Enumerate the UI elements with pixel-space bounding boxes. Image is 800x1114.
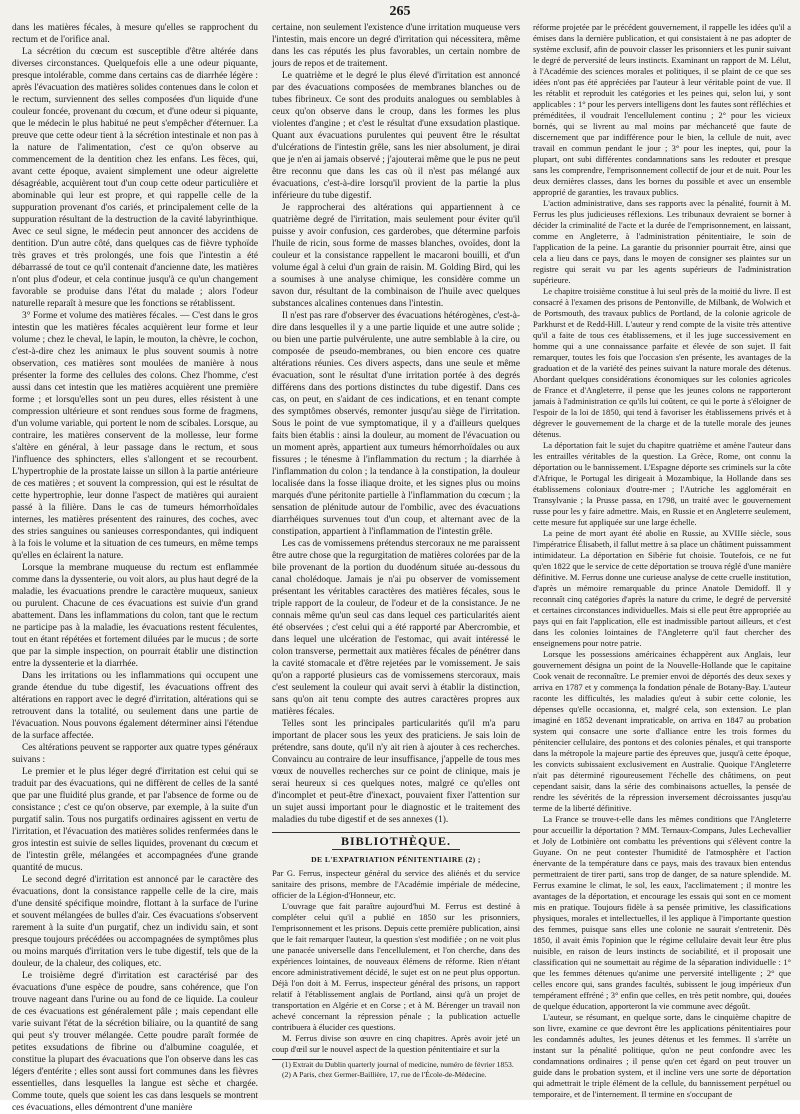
paragraph: La peine de mort ayant été abolie en Russie, au XVIIIe siècle, sous l'impératrice Élisabeth, il fallut mettre à sa place un châtiment puissamment intimidateur. La déportation en Sibérie fut choisie. Toutefois, ce ne fut qu'en 1822 que le service de cette déportation se trouva réglé d'une manière définitive. M. Ferrus donne une curieuse analyse de cette cruelle institution, d'après un mémoire remarquable du prince Anatole Demidoff. Il y reconnaît cinq catégories d'après la nature du crime, le degré de perversité et certaines circonstances individuelles. Mais si elle peut être appropriée au pays qui en fait l'application, elle est inadmissible partout ailleurs, et c'est dans les colonies lointaines de l'Angleterre qu'il faut chercher des enseignemens pour notre patrie. — [533, 528, 791, 648]
paragraph: L'ouvrage que fait paraître aujourd'hui M. Ferrus est destiné à compléter celui qu'il a publié en 1850 sur les prisonniers, l'emprisonnement et les prisons. Depuis cette première publication, ainsi que le fait remarquer l'auteur, la question s'est modifiée ; on ne voit plus une panacée universelle dans l'encellulement, et l'on cherche, dans des expériences lointaines, de nouveaux élémens de réforme. Rien n'étant encore administrativement décidé, le sujet est on ne peut plus opportun. Déjà l'on doit à M. Ferrus, inspecteur général des prisons, un rapport relatif à l'établissement anglais de Portland, ainsi qu'à un projet de transportation en Algérie et en Corse ; et à M. Bérenger un travail non achevé concernant la répression pénale ; la publication actuelle contribuera à élucider ces questions. — [272, 901, 520, 1032]
column-right — [533, 22, 791, 1099]
paragraph: Le chapitre troisième constitue à lui seul près de la moitié du livre. Il est consacré à l'examen des prisons de Pentonville, de Milbank, de Wolwich et de Portsmouth, des travaux publics de Portland, de la colonie agricole de Parkhurst et de Redd-Hill. L'auteur y rend compte de la visite très attentive qu'il a faite de tous ces établissemens, et il les juge successivement en homme qui a une connaissance parfaite et élevée de son sujet. Il fait remarquer, toutes les fois que l'occasion s'en présente, les avantages de la graduation et de la variété des peines suivant la nature morale des détenus. Abordant quelques considérations économiques sur les colonies agricoles de France et d'Angleterre, il pense que les jeunes colons ne rapporteront jamais à l'administration ce qu'ils lui coûtent, ce qui le porte à s'éloigner de l'espoir de la loi de 1850, qui tend à favoriser les établissemens privés et à dégrever le gouvernement de la charge et de la tutelle morale des jeunes détenus. — [533, 286, 791, 439]
paragraph: Par G. Ferrus, inspecteur général du service des aliénés et du service sanitaire des prisons, membre de l'Académie impériale de médecine, officier de la Légion-d'Honneur, etc. — [272, 868, 520, 900]
paragraph: dans les matières fécales, à mesure qu'elles se rapprochent du rectum et de l'orifice anal. — [12, 23, 258, 45]
paragraph: Ces altérations peuvent se rapporter aux quatre types généraux suivans : — [12, 743, 258, 765]
review-body — [272, 868, 520, 1055]
paragraph: Le troisième degré d'irritation est caractérisé par des évacuations d'une espèce de poudre, sans cohérence, que l'on trouve nageant dans l'urine ou au fond de ce liquide. La couleur de ces évacuations est généralement pâle ; mais cependant elle varie suivant l'état de la sécrétion biliaire, ou la quantité de sang qui peut s'y trouver mélangée. Cette poudre paraît formée de petites exsudations de fibrine ou d'albumine coagulée, et constitue la plupart des évacuations que l'on observe dans les cas légers d'entérite ; elles sont aussi fort communes dans les fièvres essentielles, dans lesquelles la langue est sèche et chargée. Comme toute, quels que soient les cas dans lesquels se montrent ces évacuations, elles démontrent d'une manière — [12, 971, 258, 1113]
paragraph: Le quatrième et le degré le plus élevé d'irritation est annoncé par des évacuations composées de membranes blanches ou de tubes fibrineux. Ce sont des produits analogues ou semblables à ceux qu'on observe dans le croup, dans les formes les plus violentes d'angine ; et c'est le résultat d'une exsudation plastique. Quant aux évacuations purulentes qui peuvent être le résultat d'ulcérations de l'intestin grêle, sans les nier absolument, je dirai que je n'en ai jamais observé ; j'ajouterai même que le pus ne peut être reconnu que dans les cas où il n'est pas mélangé aux évacuations, c'est-à-dire lorsqu'il provient de la partie la plus inférieure du tube digestif. — [272, 71, 520, 201]
paragraph: Les cas de vomissemens prétendus stercoraux ne me paraissent être autre chose que la regurgitation de matières colorées par de la bile provenant de la portion du duodénum située au-dessous du canal cholédoque. Jamais je n'ai pu observer de vomissement présentant les véritables caractères des matières fécales, sous le triple rapport de la couleur, de l'odeur et de la consistance. Je ne connais même qu'un seul cas dans lequel ces particularités aient été observées ; c'est celui qui a été rapporté par Abercrombie, et dans lequel une ulcération de l'estomac, qui avait intéressé le colon transverse, permettait aux matières fécales de pénétrer dans la cavité stomacale et d'être rejetées par le vomissement. Je sais qu'on a rapporté plusieurs cas de vomissemens stercoraux, mais c'est seulement la couleur qui avait servi à établir la distinction, sans qu'on ait tenu compte des autres caractères propres aux matières fécales. — [272, 539, 520, 717]
paragraph: réforme projetée par le précédent gouvernement, il rappelle les idées qu'il a émises dans la dernière publication, et qui consistaient à ne pas adopter de système exclusif, afin de pouvoir classer les prisonniers et les punir suivant le degré de perversité de leurs instincts. Examinant un rapport de M. Lélut, à l'Académie des sciences morales et politiques, il se plaint de ce que ses idées n'ont pas été appréciées par l'auteur à leur véritable point de vue. Il les rétablit et reproduit les catégories et les peines qui, selon lui, y sont applicables : 1° pour les pervers intelligens dont les fautes sont réfléchies et préméditées, il voudrait l'encellulement continu ; 2° pour les vicieux bornés, qui se livrent au mal moins par méchanceté que faute de discernement que par indifférence pour le bien, la cellule de nuit, avec travail en commun pendant le jour ; 3° pour les ineptes, qui, pour la plupart, ont subi différentes condamnations sans les redouter et presque sans les comprendre, l'emprisonnement collectif de jour et de nuit. Pour les deux dernières classes, dans les bornes du possible et avec un ensemble approprié de garanties, les travaux publics. — [533, 22, 791, 197]
paragraph: Lorsque la membrane muqueuse du rectum est enflammée comme dans la dyssenterie, ou voit alors, au plus haut degré de la maladie, les évacuations prendre le caractère muqueux, sanieux ou purulent. Chacune de ces évacuations est suivie d'un grand abattement. Dans les inflammations du colon, tant que le rectum ne participe pas à la maladie, les évacuations restent féculentes, tout en étant répétées et fortement diluées par le mucus ; de sorte que par la simple inspection, on pourrait établir une distinction entre la dyssenterie et la diarrhée. — [12, 563, 258, 669]
paragraph: La France se trouve-t-elle dans les mêmes conditions que l'Angleterre pour accueillir la déportation ? MM. Ternaux-Compans, Jules Lechevallier et Joly de Lotbinière ont combattu les préventions qui s'élèvent contre la Guyane. On ne peut contester l'humidité de l'atmosphère et l'action énervante de la température dans ce pays, mais des travaux bien entendus permettraient de tirer parti, sans trop de danger, de sa nature splendide. M. Ferrus examine le climat, le sol, les eaux, l'acclimatement ; il montre les avantages de la déportation, et encourage les essais qui sont en ce moment mis en pratique. Toujours fidèle à sa pensée primitive, les classifications physiques, morales et intellectuelles, il les applique à l'importante question des femmes, puisque sans elles une colonie ne saurait s'entretenir. Dès 1850, il avait émis l'opinion que le régime cellulaire devait leur être plus nuisible, en raison de leurs instincts de sociabilité, et il proposait une classification qui ne soumettait au régime de la séparation individuelle : 1° que les femmes détenues qu'anime une perversité intelligente ; 2° que celles encore qui, sans grandes facultés, subissent le joug impérieux d'un tempérament effréné ; 3° enfin que celles, en très petit nombre, qui, douées de quelque éducation, apporteront la vie commune avec dégoût. — [533, 814, 791, 1011]
section-divider — [272, 832, 520, 833]
paragraph: 3° Forme et volume des matières fécales. — C'est dans le gros intestin que les matières fécales acquièrent leur forme et leur volume ; chez le cheval, le lapin, le mouton, la chèvre, le cochon, c'est-à-dire chez les animaux le plus souvent soumis à notre observation, ces matières sont moulées de manière à nous présenter la forme des cellules des colons. Chez l'homme, c'est aussi dans cet intestin que les matières acquièrent une première forme ; et lorsqu'elles sont un peu dures, elles résistent à une compression ultérieure et sont rendues sous forme de fragmens, d'un volume variable, qui portent le nom de scibales. Lorsque, au contraire, les matières conservent de la mollesse, leur forme s'altère en général, à leur passage dans le rectum, et sous l'influence des sphincters, elles s'allongent et se recourbent. L'hypertrophie de la prostate laisse un sillon à la partie antérieure de ces matières ; et souvent la compression, qui est le résultat de cette hypertrophie, leur donne l'aspect de matières qui auraient passé à la filière. Dans le cas de tumeurs hémorrhoïdales internes, les matières présentent des rainures, des coches, avec des stries sanguines ou sanieuses correspondantes, qui indiquent à la fois le volume et la situation de ces tumeurs, en même temps qu'elles en éclairent la nature. — [12, 311, 258, 561]
paragraph: Telles sont les principales particularités qu'il m'a paru important de placer sous les yeux des praticiens. Je sais loin de prétendre, sans doute, qu'il n'y ait rien à ajouter à ces recherches. Convaincu au contraire de leur insuffisance, j'appelle de tous mes vœux de nouvelles recherches sur ce point de clinique, mais je serai heureux si ces quelques notes, malgré ce qu'elles ont d'incomplet et peut-être d'inexact, pouvaient fixer l'attention sur un sujet aussi important pour le diagnostic et le traitement des maladies du tube digestif et de ses annexes (1). — [272, 719, 520, 825]
paragraph: Il n'est pas rare d'observer des évacuations hétérogènes, c'est-à-dire dans lesquelles il y a une partie liquide et une autre solide ; ou bien une partie pulvérulente, une autre semblable à la cire, ou composée de pseudo-membranes, ou bien encore ces quatre altérations réunies. Ces divers aspects, dans une seule et même évacuation, sont le résultat d'une irritation portée à des degrés différens dans des portions distinctes du tube digestif. Dans ces cas, on peut, en s'aidant de ces indications, et en tenant compte des symptômes observés, remonter jusqu'au siège de l'irritation. Sous le point de vue symptomatique, il y a d'ailleurs quelques faits bien établis : ainsi la douleur, au moment de l'évacuation ou un moment après, appartient aux tumeurs hémorrhoïdales ou aux fissures ; le ténesme à l'inflammation du rectum ; la diarrhée à l'inflammation du colon ; la tendance à la constipation, la douleur localisée dans la fosse iliaque droite, et les signes plus ou moins marqués d'une péritonite partielle à l'inflammation du cœcum ; la sensation de plénitude autour de l'ombilic, avec des évacuations diarrhéiques survenues tout d'un coup, et alternant avec de la constipation, appartient à l'inflammation de l'intestin grêle. — [272, 311, 520, 537]
paragraph: L'action administrative, dans ses rapports avec la pénalité, fournit à M. Ferrus les plus judicieuses réflexions. Les tribunaux devraient se borner à décider la criminalité de l'acte et la durée de l'emprisonnement, en laissant, comme en Angleterre, à l'administration pénitentiaire, le soin de l'application de la peine. La garantie du prisonnier pourrait être, ainsi que cela a lieu dans ce pays, dans le moyen de consigner ses plaintes sur un registre qui serait vu par les agents supérieurs de l'administration supérieure. — [533, 198, 791, 285]
paragraph: L'auteur, se résumant, en quelque sorte, dans le cinquième chapitre de son livre, examine ce que devront être les applications pénitentiaires pour les condamnés adultes, les jeunes détenus et les femmes. Il s'arrête un instant sur la pénalité politique, qu'on ne peut confondre avec les condamnations ordinaires ; il pense qu'en cet égard on peut trouver un guide dans le probation system, et il incline vers une sorte de déportation qui admettrait le triple élément de la cellule, du bannissement perpétuel ou temporaire, et de l'internement. Il termine en s'occupant de — [533, 1012, 791, 1099]
footnote: (1) Extrait du Dublin quarterly journal of medicine, numéro de février 1853. — [282, 1060, 514, 1069]
title-underline — [332, 849, 460, 850]
paragraph: La déportation fait le sujet du chapitre quatrième et amène l'auteur dans les entrailles véritables de la question. La Grèce, Rome, ont connu la déportation ou le bannissement. L'Espagne déporte ses criminels sur la côte d'Afrique, le Portugal les dirigeait à Mozambique, la Hollande dans ses établissemens coloniaux d'outre-mer ; l'Autriche les agglomérait en Transylvanie ; la Prusse passa, en 1798, un traité avec le gouvernement russe pour les y faire admettre. Mais, en Russie et en Angleterre seulement, cette mesure fut appliquée sur une large échelle. — [533, 440, 791, 527]
paragraph: M. Ferrus divise son œuvre en cinq chapitres. Après avoir jeté un coup d'œil sur le nouvel aspect de la question pénitentiaire et sur la — [272, 1033, 520, 1054]
bibliography-title: BIBLIOTHÈQUE. — [340, 834, 452, 848]
column-left — [12, 22, 258, 1113]
footnote: (2) A Paris, chez Germer-Baillière, 17, rue de l'École-de-Médecine. — [282, 1069, 487, 1079]
paragraph: certaine, non seulement l'existence d'une irritation muqueuse vers l'intestin, mais encore un degré d'irritation qui nécessitera, même dans les cas réputés les plus favorables, un certain nombre de jours de repos et de traitement. — [272, 23, 520, 69]
paragraph: Je rapprocherai des altérations qui appartiennent à ce quatrième degré de l'irritation, mais seulement pour éviter qu'il puisse y avoir confusion, ces garderobes, que détermine parfois l'huile de ricin, sous forme de masses blanches, ovoïdes, dont la couleur et la consistance rappellent le macaroni bouilli, et d'un volume égal à celui d'un grain de raisin. M. Golding Bird, qui les a soumises à une analyse chimique, les considère comme un savon dur, résultant de la combinaison de l'huile avec quelques substances alcalines contenues dans l'intestin. — [272, 203, 520, 309]
paragraph: Le second degré d'irritation est annoncé par le caractère des évacuations, dont la consistance rappelle celle de la cire, mais d'une densité spécifique moindre, flottant à la surface de l'urine et souvent mélangées de bulles d'air. Ces évacuations s'observent rarement à la suite d'un purgatif, chez un individu sain, et sont presque toujours précédées ou accompagnées de symptômes plus ou moins marqués d'irritation vers le tube digestif, tels que de la douleur, de la chaleur, des coliques, etc. — [12, 875, 258, 969]
paragraph: La sécrétion du cœcum est susceptible d'être altérée dans diverses circonstances. Quelquefois elle a une odeur piquante, presque intolérable, comme dans certains cas de diarrhée légère : après l'évacuation des matières solides contenues dans le colon et le rectum, surviennent des selles composées d'un liquide d'une couleur foncée, provenant du cœcum, et d'une odeur si piquante, que le médecin le plus habitué ne peut s'empêcher d'éternuer. La preuve que cette odeur tient à la sécrétion intestinale et non pas à la nature de l'alimentation, c'est ce qu'on observe au commencement de la dentition chez les enfans. Les fèces, qui, avant cette époque, avaient simplement une odeur aigrelette désagréable, acquièrent tout d'un coup cette odeur particulière et abominable qui leur est propre, et qui rappelle celle de la suppuration provenant d'os cariés, et principalement celle de la suppuration résultant de la destruction de la cavité labyrinthique. Avec ce seul signe, le médecin peut annoncer des accidens de dentition. D'un autre côté, dans quelques cas de fièvre typhoïde très graves et très prolongés, une fois que l'intestin a été débarrassé de tout ce qu'il contenait d'ancienne date, les matières n'ont plus d'odeur, et cela continue jusqu'à ce qu'un changement favorable se produise dans l'état du malade ; alors l'odeur naturelle reparaît à mesure que les fonctions se rétablissent. — [12, 47, 258, 309]
review-title: DE L'EXPATRIATION PÉNITENTIAIRE (2) ; — [311, 855, 481, 864]
column-middle — [272, 22, 520, 1092]
page-number: 265 — [389, 4, 411, 19]
paragraph: Dans les irritations ou les inflammations qui occupent une grande étendue du tube digestif, les évacuations offrent des altérations en rapport avec le degré d'irritation, altérations qui se retrouvent dans la totalité, ou seulement dans une partie de l'évacuation. Nous pouvons également déterminer ainsi l'étendue de la surface affectée. — [12, 671, 258, 741]
paragraph: Le premier et le plus léger degré d'irritation est celui qui se traduit par des évacuations, qui ne diffèrent de celles de la santé que par une fluidité plus grande, et par l'absence de forme ou de consistance ; c'est ce qu'on observe, par exemple, à la suite d'un purgatif salin. Tous nos purgatifs ordinaires agissent en vertu de l'irritation, et l'évacuation des matières solides renfermées dans le gros intestin est suivie de selles liquides, provenant du cœcum et de l'intestin grêle, mélangées et accompagnées d'une grande quantité de mucus. — [12, 767, 258, 873]
paragraph: Lorsque les possessions américaines échappèrent aux Anglais, leur gouvernement désigna un point de la Nouvelle-Hollande que le capitaine Cook venait de reconnaître. Le premier envoi de déportés des deux sexes y arriva en 1787 et y commença la fondation pénale de Botany-Bay. L'auteur raconte les difficultés, les maladies qu'eut à subir cette colonie, les dépenses qu'elle occasionna, et, malgré cela, son extension. Le plan imaginé en 1852 devenant impraticable, on arriva en 1847 au probation system qui consacre une sorte d'alliance entre les trois formes du pénitencier cellulaire, des pontons et des colonies pénales, et qui transporte dans la métropole la majeure partie des épreuves que, jusqu'à cette époque, les convicts subissaient exclusivement en Australie. Quoique l'Angleterre n'ait pas déterminé rigoureusement l'échelle des châtimens, on peut cependant saisir, dans la série des combinaisons actuelles, la pensée de rendre les sévérités de la répression inversement décroissantes jusqu'au terme de la liberté définitive. — [533, 649, 791, 813]
